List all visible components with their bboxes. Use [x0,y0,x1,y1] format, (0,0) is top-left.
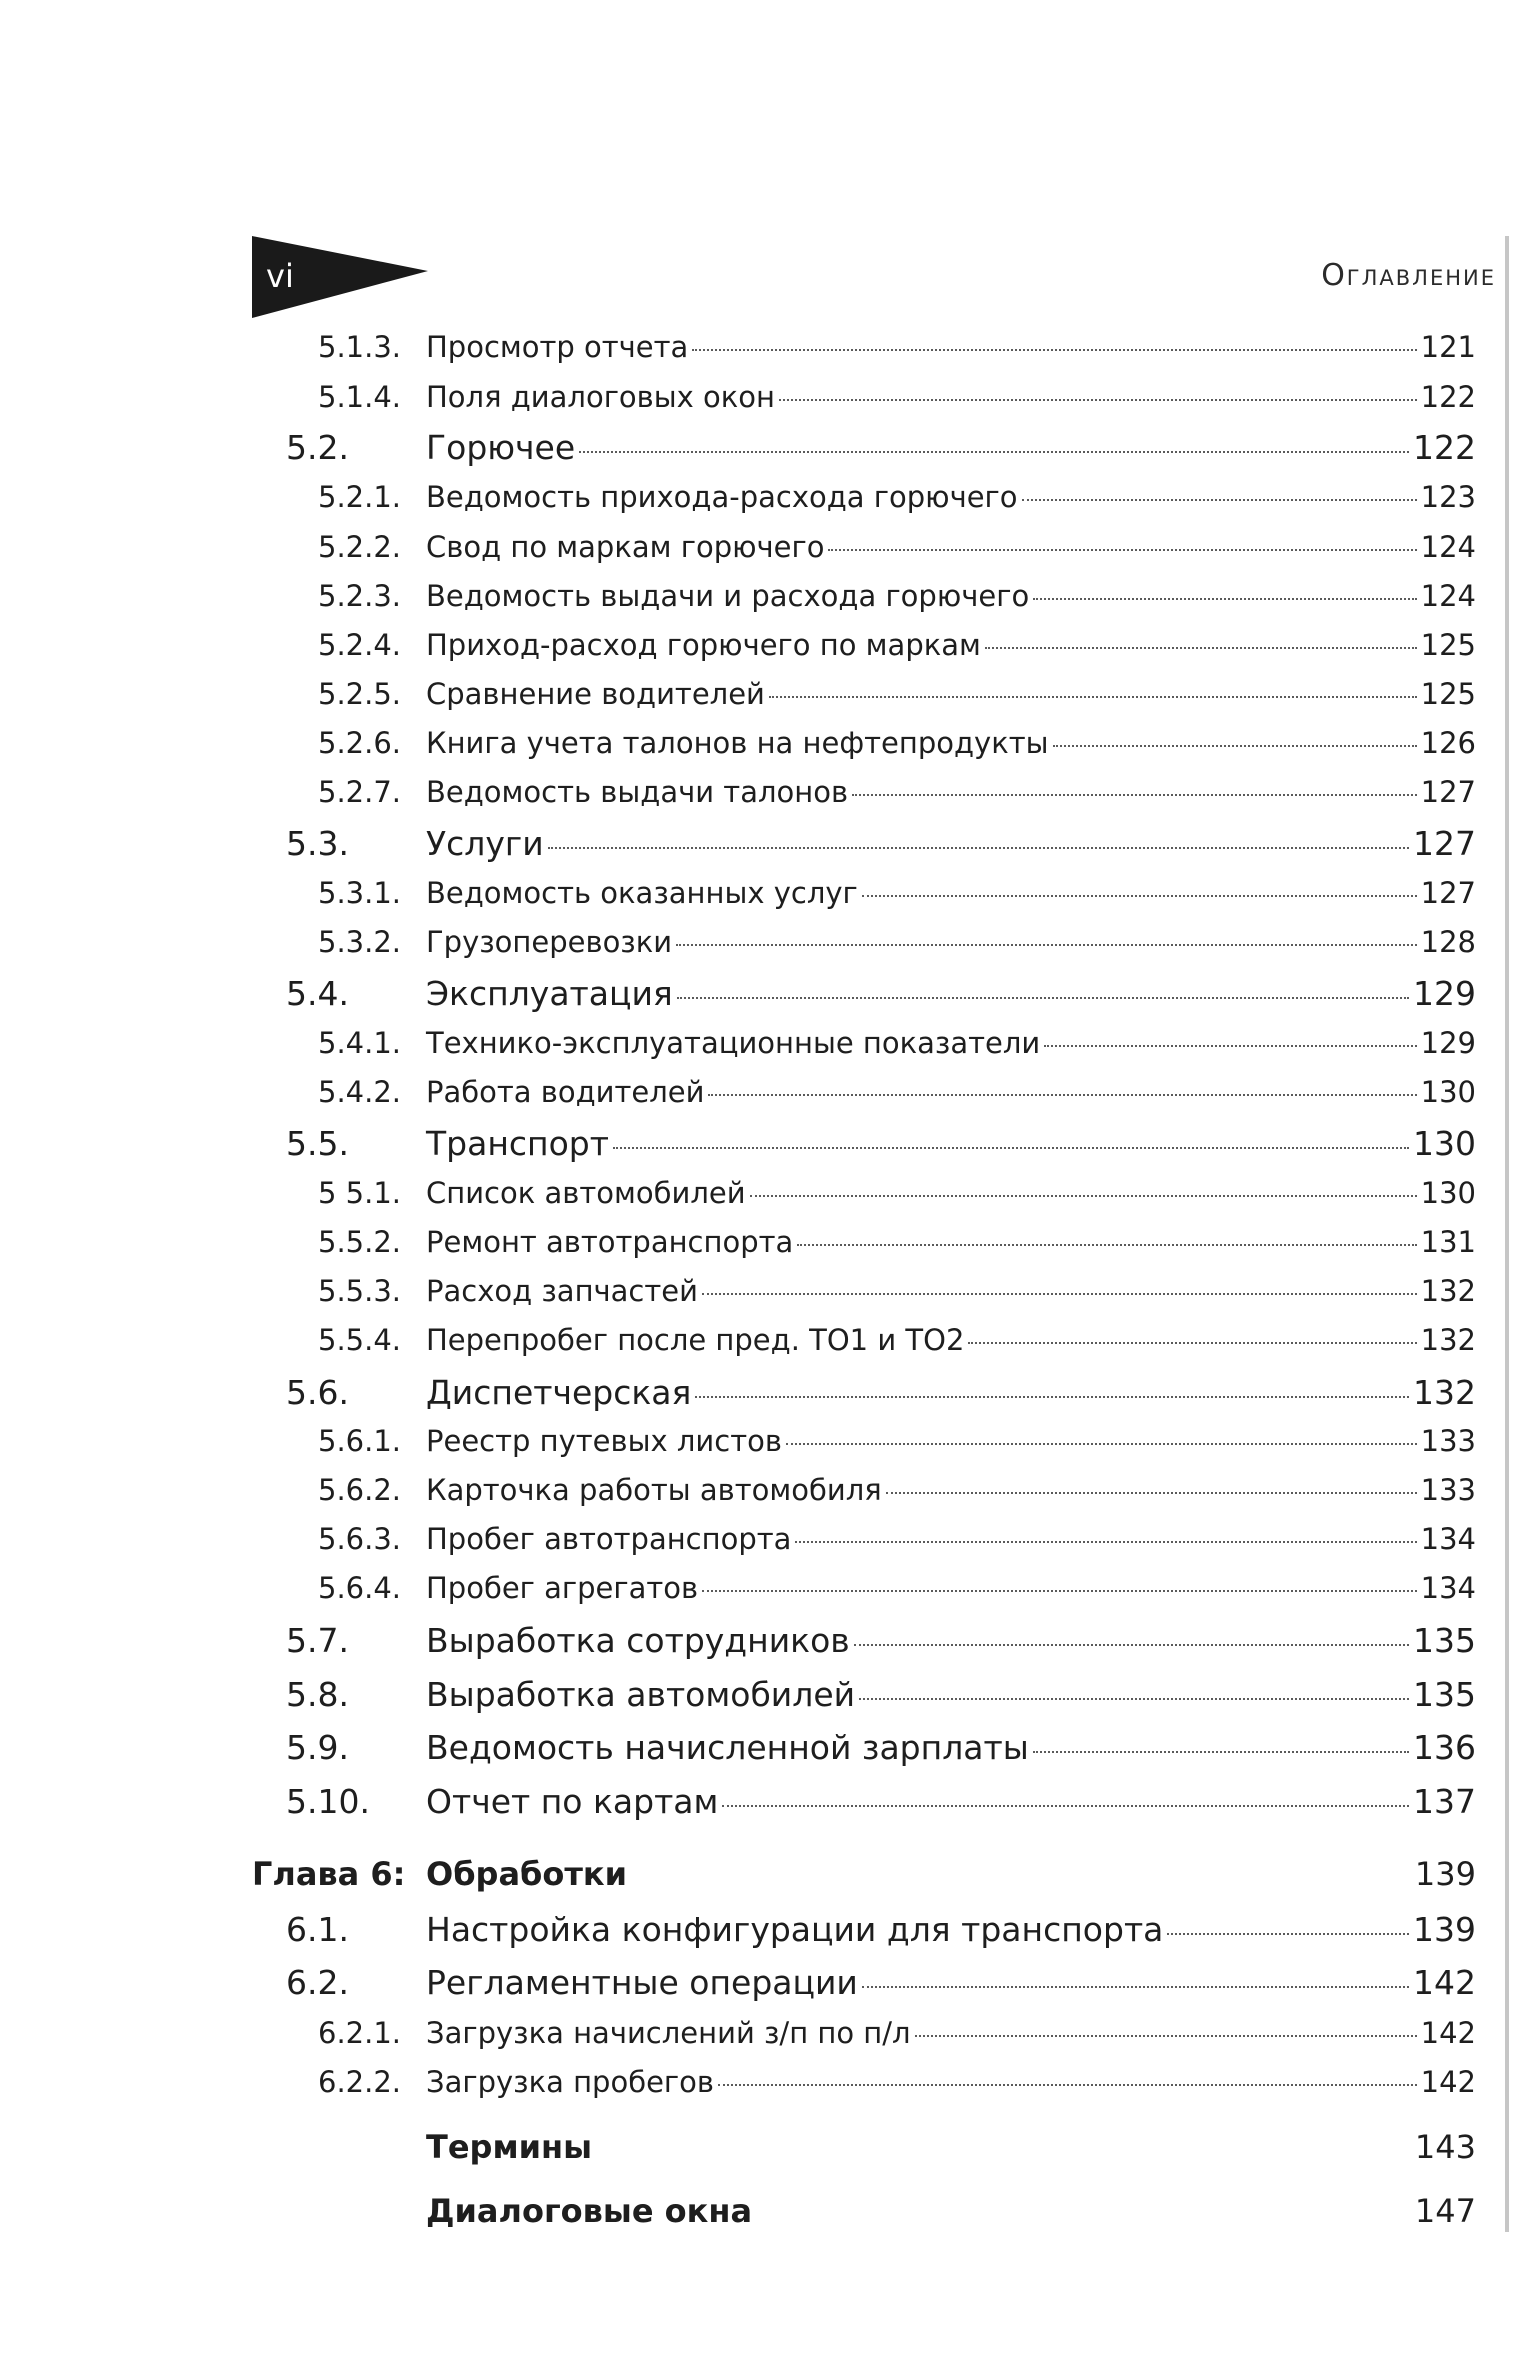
dot-leader [1167,1932,1409,1935]
toc-entry[interactable] [0,1075,1529,1113]
toc-entry-line [426,1855,1476,1893]
toc-entry[interactable] [0,628,1529,666]
toc-entry-line [426,1522,1476,1556]
toc-entry-number: 5 5.1. [318,1176,402,1210]
toc-entry-title: Обработки [426,1855,628,1893]
toc-entry[interactable] [0,1910,1529,1954]
toc-entry-line [426,1963,1476,2002]
toc-entry-page: 129 [1413,974,1476,1013]
toc-entry[interactable] [0,1274,1529,1312]
toc-entry[interactable] [0,824,1529,868]
toc-entry-line [426,1075,1476,1109]
toc-entry-number: 5.8. [286,1675,349,1714]
toc-entry[interactable] [0,1424,1529,1462]
toc-entry-title: Грузоперевозки [426,925,673,959]
toc-entry-number: 5.5.3. [318,1274,402,1308]
dot-leader [985,646,1417,649]
toc-entry-line [426,1124,1476,1163]
toc-entry[interactable] [0,1124,1529,1168]
toc-entry-line [426,480,1476,514]
toc-entry-number: 5.5. [286,1124,349,1163]
toc-entry[interactable] [0,1176,1529,1214]
toc-entry-line [426,2065,1476,2099]
dot-leader [750,1194,1417,1197]
toc-entry-line [426,1473,1476,1507]
toc-entry[interactable] [0,1373,1529,1417]
toc-entry-number: Глава 6: [252,1855,406,1893]
toc-entry-number: 5.5.2. [318,1225,402,1259]
dot-leader [786,1442,1417,1445]
toc-entry-line [426,2192,1476,2230]
toc-entry-line [426,2016,1476,2050]
toc-entry-number: 5.1.4. [318,380,402,414]
toc-entry-page: 121 [1420,330,1476,364]
toc-entry-title: Услуги [426,824,544,863]
toc-entry-line [426,677,1476,711]
toc-entry-number: 5.6.3. [318,1522,402,1556]
running-head: Оглавление [1321,258,1496,293]
toc-entry-page: 134 [1420,1571,1476,1605]
dot-leader [718,2083,1417,2086]
toc-entry-number: 5.3.1. [318,876,402,910]
dot-leader [852,793,1417,796]
dot-leader [915,2034,1417,2037]
dot-leader [548,846,1409,849]
toc-entry[interactable] [0,380,1529,418]
toc-entry[interactable] [0,1571,1529,1609]
toc-entry-number: 5.2.4. [318,628,402,662]
toc-entry-line [426,1571,1476,1605]
toc-entry-number: 6.2.2. [318,2065,402,2099]
toc-entry[interactable] [0,1728,1529,1772]
toc-entry-number: 6.1. [286,1910,349,1949]
toc-entry[interactable] [0,1855,1529,1899]
toc-entry[interactable] [0,1225,1529,1263]
dot-leader [769,695,1417,698]
toc-entry-page: 128 [1420,925,1476,959]
toc-entry-title: Пробег агрегатов [426,1571,699,1605]
toc-entry-title: Приход-расход горючего по маркам [426,628,981,662]
toc-entry[interactable] [0,775,1529,813]
toc-entry[interactable] [0,1473,1529,1511]
toc-entry-title: Диалоговые окна [426,2192,753,2230]
toc-entry-title: Выработка сотрудников [426,1621,850,1660]
toc-entry-title: Реестр путевых листов [426,1424,782,1458]
toc-entry[interactable] [0,579,1529,617]
toc-entry-title: Ведомость выдачи талонов [426,775,849,809]
toc-entry-page: 125 [1420,628,1476,662]
toc-entry-page: 122 [1420,380,1476,414]
toc-entry[interactable] [0,428,1529,472]
toc-entry-number: 5.2.5. [318,677,402,711]
toc-entry-line [426,628,1476,662]
dot-leader [1053,744,1417,747]
toc-entry-page: 142 [1420,2065,1476,2099]
toc-entry-title: Отчет по картам [426,1782,719,1821]
toc-entry-page: 143 [1414,2128,1476,2166]
toc-entry-number: 6.2. [286,1963,349,2002]
dot-leader [862,894,1417,897]
dot-leader [676,943,1417,946]
toc-entry[interactable] [0,330,1529,368]
toc-entry[interactable] [0,530,1529,568]
toc-entry-line [426,330,1476,364]
toc-entry-page: 124 [1420,579,1476,613]
toc-entry-page: 131 [1420,1225,1476,1259]
toc-entry-title: Перепробег после пред. ТО1 и ТО2 [426,1323,965,1357]
toc-entry[interactable] [0,1782,1529,1826]
toc-entry-title: Горючее [426,428,576,467]
toc-entry-page: 125 [1420,677,1476,711]
toc-entry-title: Поля диалоговых окон [426,380,776,414]
toc-entry-page: 124 [1420,530,1476,564]
toc-entry-page: 129 [1420,1026,1476,1060]
toc-entry-page: 123 [1420,480,1476,514]
toc-entry-line [426,726,1476,760]
dot-leader [579,450,1409,453]
toc-entry-page: 139 [1414,1855,1476,1893]
toc-entry-number: 5.10. [286,1782,370,1821]
toc-entry-number: 6.2.1. [318,2016,402,2050]
toc-entry-number: 5.2. [286,428,349,467]
toc-entry-line [426,1675,1476,1714]
toc-entry-line [426,1728,1476,1767]
dot-leader [1022,498,1417,501]
toc-entry[interactable] [0,974,1529,1018]
toc-entry[interactable] [0,677,1529,715]
toc-entry-page: 122 [1413,428,1476,467]
toc-entry-number: 5.3.2. [318,925,402,959]
toc-entry[interactable] [0,2128,1529,2172]
toc-entry-line [426,1274,1476,1308]
toc-entry-title: Карточка работы автомобиля [426,1473,882,1507]
toc-entry-line [426,1424,1476,1458]
toc-entry-title: Регламентные операции [426,1963,858,2002]
toc-entry[interactable] [0,480,1529,518]
toc-entry[interactable] [0,2065,1529,2103]
toc-entry-line [426,1176,1476,1210]
toc-entry-title: Термины [426,2128,593,2166]
toc-entry-page: 133 [1420,1473,1476,1507]
dot-leader [702,1589,1417,1592]
toc-entry-page: 147 [1414,2192,1476,2230]
toc-entry-page: 130 [1413,1124,1476,1163]
toc-entry-title: Ведомость начисленной зарплаты [426,1728,1029,1767]
dot-leader [695,1395,1409,1398]
toc-entry-page: 127 [1420,876,1476,910]
toc-entry-title: Просмотр отчета [426,330,689,364]
page-number: vi [266,257,294,295]
toc-entry-number: 5.4.2. [318,1075,402,1109]
toc-entry[interactable] [0,1675,1529,1719]
toc-entry-title: Технико-эксплуатационные показатели [426,1026,1041,1060]
dot-leader [795,1540,1416,1543]
toc-entry-number: 5.7. [286,1621,349,1660]
toc-entry-page: 130 [1420,1176,1476,1210]
toc-entry-title: Ведомость оказанных услуг [426,876,858,910]
toc-entry-page: 135 [1413,1621,1476,1660]
toc-entry-page: 127 [1413,824,1476,863]
toc-entry-title: Список автомобилей [426,1176,746,1210]
dot-leader [1044,1044,1416,1047]
toc-entry-line [426,824,1476,863]
toc-entry-line [426,1373,1476,1412]
toc-entry-number: 5.1.3. [318,330,402,364]
toc-entry-number: 5.6.4. [318,1571,402,1605]
toc-entry-title: Сравнение водителей [426,677,765,711]
toc-entry-line [426,1225,1476,1259]
toc-entry-title: Ремонт автотранспорта [426,1225,794,1259]
dot-leader [708,1093,1416,1096]
dot-leader [677,996,1409,999]
toc-entry-number: 5.6. [286,1373,349,1412]
dot-leader [779,398,1417,401]
toc-entry-line [426,380,1476,414]
toc-entry-number: 5.2.3. [318,579,402,613]
toc-entry-number: 5.5.4. [318,1323,402,1357]
toc-entry-page: 142 [1420,2016,1476,2050]
toc-entry-line [426,530,1476,564]
toc-entry[interactable] [0,925,1529,963]
toc-entry-line [426,1323,1476,1357]
toc-entry-title: Книга учета талонов на нефтепродукты [426,726,1049,760]
toc-entry-title: Ведомость прихода-расхода горючего [426,480,1018,514]
dot-leader [1033,597,1416,600]
page-header [252,236,1496,318]
toc-entry-line [426,775,1476,809]
dot-leader [692,348,1416,351]
toc-entry-title: Загрузка начислений з/п по п/л [426,2016,911,2050]
dot-leader [862,1985,1409,1988]
toc-entry-page: 130 [1420,1075,1476,1109]
toc-entry[interactable] [0,1522,1529,1560]
toc-entry-number: 5.4. [286,974,349,1013]
toc-entry-page: 127 [1420,775,1476,809]
toc-entry-page: 136 [1413,1728,1476,1767]
toc-entry[interactable] [0,726,1529,764]
toc-entry-page: 139 [1413,1910,1476,1949]
toc-entry-number: 5.9. [286,1728,349,1767]
toc-entry-line [426,1026,1476,1060]
toc-entry-number: 5.3. [286,824,349,863]
toc-entry-number: 5.4.1. [318,1026,402,1060]
toc-entry[interactable] [0,1323,1529,1361]
toc-entry-page: 132 [1420,1274,1476,1308]
toc-entry[interactable] [0,1026,1529,1064]
dot-leader [613,1146,1409,1149]
toc-entry-page: 132 [1420,1323,1476,1357]
toc-entry-line [426,974,1476,1013]
toc-entry-line [426,428,1476,467]
dot-leader [702,1292,1417,1295]
toc-entry-line [426,2128,1476,2166]
dot-leader [1033,1750,1409,1753]
toc-entry-title: Выработка автомобилей [426,1675,856,1714]
dot-leader [722,1804,1409,1807]
toc-entry-page: 137 [1413,1782,1476,1821]
toc-entry-page: 133 [1420,1424,1476,1458]
toc-entry[interactable] [0,1963,1529,2007]
toc-entry-title: Свод по маркам горючего [426,530,825,564]
toc-entry-line [426,579,1476,613]
dot-leader [828,548,1416,551]
dot-leader [797,1243,1416,1246]
dot-leader [886,1491,1417,1494]
toc-entry-title: Загрузка пробегов [426,2065,715,2099]
dot-leader [968,1341,1416,1344]
toc-entry-title: Диспетчерская [426,1373,692,1412]
toc-entry-number: 5.2.6. [318,726,402,760]
toc-entry-title: Ведомость выдачи и расхода горючего [426,579,1030,613]
dot-leader [859,1697,1409,1700]
toc-entry[interactable] [0,2192,1529,2236]
toc-entry-number: 5.2.2. [318,530,402,564]
dot-leader [854,1643,1409,1646]
toc-entry[interactable] [0,1621,1529,1665]
toc-entry-line [426,876,1476,910]
toc-entry-line [426,1910,1476,1949]
toc-entry-number: 5.6.1. [318,1424,402,1458]
toc-entry-title: Эксплуатация [426,974,673,1013]
toc-entry-number: 5.2.7. [318,775,402,809]
toc-entry-line [426,1782,1476,1821]
toc-entry-page: 142 [1413,1963,1476,2002]
toc-entry-title: Пробег автотранспорта [426,1522,792,1556]
toc-entry-line [426,1621,1476,1660]
toc-entry[interactable] [0,2016,1529,2054]
toc-entry-title: Расход запчастей [426,1274,698,1308]
toc-entry-number: 5.2.1. [318,480,402,514]
toc-entry-line [426,925,1476,959]
toc-entry-number: 5.6.2. [318,1473,402,1507]
toc-entry-title: Работа водителей [426,1075,705,1109]
toc-entry-page: 135 [1413,1675,1476,1714]
toc-entry-page: 132 [1413,1373,1476,1412]
toc-entry-title: Настройка конфигурации для транспорта [426,1910,1164,1949]
toc-entry[interactable] [0,876,1529,914]
toc-entry-title: Транспорт [426,1124,609,1163]
toc-entry-page: 126 [1420,726,1476,760]
toc-entry-page: 134 [1420,1522,1476,1556]
